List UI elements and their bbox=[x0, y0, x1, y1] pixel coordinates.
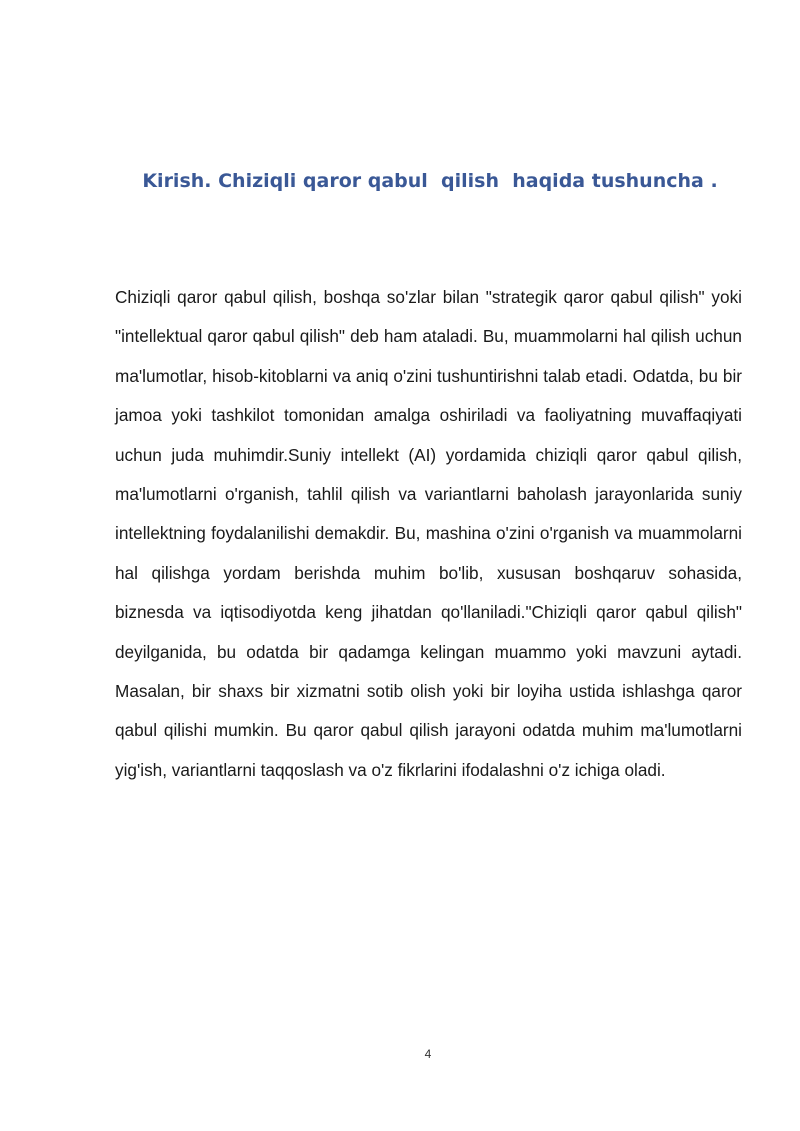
section-heading: Kirish. Chiziqli qaror qabul qilish haqida tushuncha . bbox=[142, 170, 718, 192]
body-paragraph: Chiziqli qaror qabul qilish, boshqa so'zlar bilan "strategik qaror qabul qilish" yoki "intellektual qaror qabul qilish" deb ham ataladi. Bu, muammolarni hal qilish uchun ma'lumotlar, hisob-kitoblarni va aniq o'zini tushuntirishni talab etadi. Odatda, bu bir jamoa yoki tashkilot tomonidan amalga oshiriladi va faoliyatning muvaffaqiyati uchun juda muhimdir.Suniy intellekt (AI) yordamida chiziqli qaror qabul qilish, ma'lumotlarni o'rganish, tahlil qilish va variantlarni baholash jarayonlarida suniy intellektning foydalanilishi demakdir. Bu, mashina o'zini o'rganish va muammolarni hal qilishga yordam berishda muhim bo'lib, xususan boshqaruv sohasida, biznesda va iqtisodiyotda keng jihatdan qo'llaniladi."Chiziqli qaror qabul qilish" deyilganida, bu odatda bir qadamga kelingan muammo yoki mavzuni aytadi. Masalan, bir shaxs bir xizmatni sotib olish yoki bir loyiha ustida ishlashga qaror qabul qilishi mumkin. Bu qaror qabul qilish jarayoni odatda muhim ma'lumotlarni yig'ish, variantlarni taqqoslash va o'z fikrlarini ifodalashni o'z ichiga oladi. bbox=[115, 287, 742, 780]
page-number: 4 bbox=[424, 1047, 432, 1061]
